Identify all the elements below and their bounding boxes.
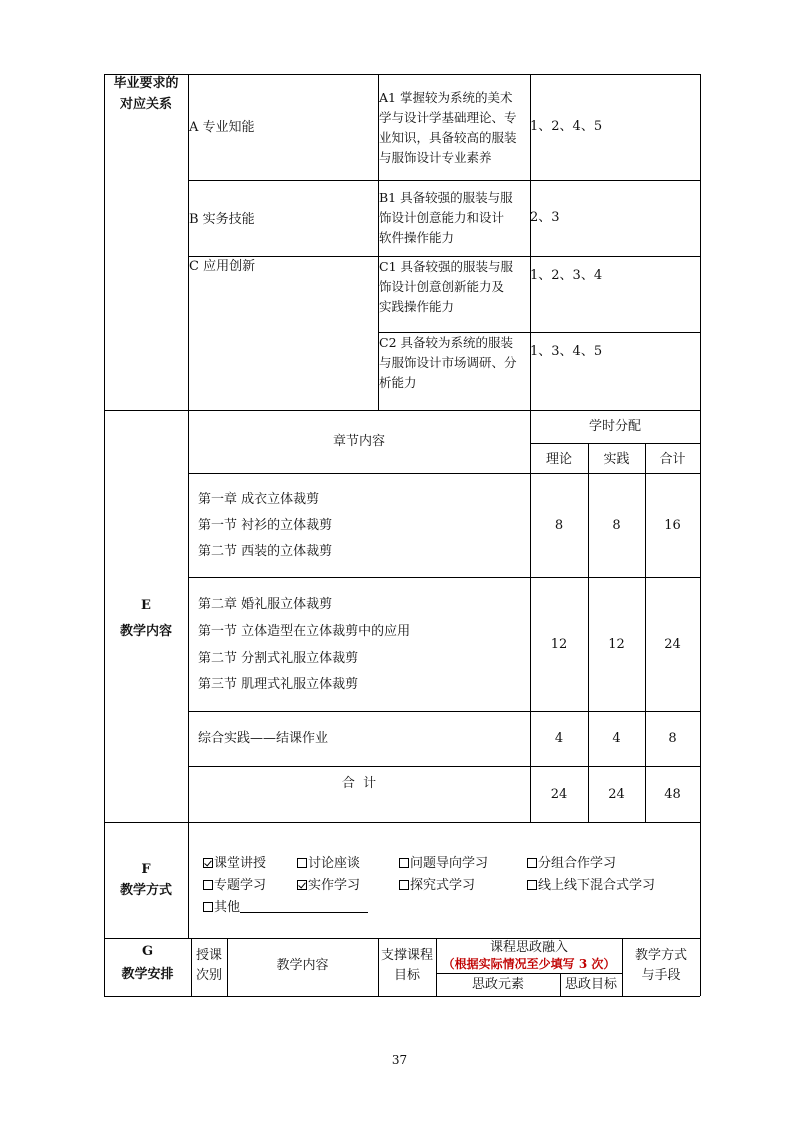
- schedule-label: 教学安排: [121, 967, 174, 982]
- method-option-label: 探究式学习: [410, 878, 476, 893]
- other-blank-line[interactable]: [240, 900, 368, 913]
- method-option[interactable]: [399, 856, 488, 872]
- chapter-line: 第二节 分割式礼服立体裁剪: [198, 651, 359, 666]
- practice-value: 4: [612, 731, 621, 746]
- checkbox-icon[interactable]: [203, 880, 213, 890]
- req-c2-line1: C2 具备较为系统的服装: [379, 335, 513, 350]
- method-option[interactable]: [527, 856, 616, 872]
- req-a1-map: 1、2、4、5: [530, 119, 603, 134]
- method-option[interactable]: [527, 878, 655, 894]
- req-a1-line3: 业知识，具备较高的服装: [379, 130, 517, 145]
- group-c-name: C 应用创新: [189, 259, 256, 274]
- checkbox-icon[interactable]: [399, 880, 409, 890]
- checkbox-icon[interactable]: [399, 858, 409, 868]
- chapter-line: 第一章 成衣立体裁剪: [198, 492, 320, 507]
- req-c1-line3: 实践操作能力: [379, 299, 455, 314]
- chapter-line: 第二节 西装的立体裁剪: [198, 544, 333, 559]
- req-a1-line1: A1 掌握较为系统的美术: [379, 90, 513, 105]
- methods-label: 教学方式: [119, 883, 172, 898]
- method-option[interactable]: [297, 856, 360, 872]
- sum-theory: 24: [550, 787, 568, 802]
- method-option[interactable]: [203, 878, 266, 894]
- col-method-l2: 与手段: [641, 968, 681, 983]
- checkbox-icon[interactable]: [527, 858, 537, 868]
- method-option[interactable]: [297, 878, 360, 894]
- req-b1-line3: 软件操作能力: [379, 230, 455, 245]
- content-label: 教学内容: [119, 624, 172, 639]
- method-option-other[interactable]: [203, 900, 368, 916]
- theory-value: 8: [554, 518, 564, 533]
- sum-label: 合 计: [341, 776, 377, 791]
- col-hours: 学时分配: [588, 419, 641, 434]
- req-a1-line4: 与服饰设计专业素养: [379, 150, 492, 165]
- chapter-line: 第一节 衬衫的立体裁剪: [198, 518, 333, 533]
- checkbox-icon[interactable]: [297, 858, 307, 868]
- req-b1-text: [379, 188, 529, 248]
- group-b-name: B 实务技能: [189, 212, 255, 227]
- req-c1-map: 1、2、3、4: [530, 268, 603, 283]
- method-option-label: 专题学习: [214, 878, 267, 893]
- req-c1-line1: C1 具备较强的服装与服: [379, 259, 513, 274]
- schedule-label-code: G: [141, 944, 154, 959]
- method-option-label: 线上线下混合式学习: [538, 878, 656, 893]
- checkbox-icon[interactable]: [527, 880, 537, 890]
- req-a1-text: [379, 88, 529, 168]
- chapter-line: 综合实践——结课作业: [198, 731, 329, 746]
- chapter-line: 第二章 婚礼服立体裁剪: [198, 597, 333, 612]
- practice-value: 8: [612, 518, 621, 533]
- group-a-name: A 专业知能: [189, 120, 255, 135]
- chapter-line: 第一节 立体造型在立体裁剪中的应用: [198, 624, 411, 639]
- req-c1-text: [379, 257, 529, 317]
- methods-label-code: F: [141, 862, 151, 877]
- col-support-l1: 支撑课程: [380, 948, 433, 963]
- theory-value: 12: [550, 637, 568, 652]
- col-practice: 实践: [603, 452, 630, 467]
- sum-total: 48: [664, 787, 681, 802]
- req-c2-map: 1、3、4、5: [530, 344, 603, 359]
- req-b1-line1: B1 具备较强的服装与服: [379, 190, 513, 205]
- method-option-label: 讨论座谈: [308, 856, 361, 871]
- method-option-label: 课堂讲授: [214, 856, 267, 871]
- grad-req-header-l1: 毕业要求的: [113, 76, 179, 91]
- col-goal: 思政目标: [564, 977, 617, 992]
- req-c2-text: [379, 333, 529, 393]
- method-option-label: 问题导向学习: [410, 856, 489, 871]
- col-ideology: 课程思政融入: [489, 940, 568, 955]
- method-option-label: 其他: [214, 900, 241, 915]
- chapter-line: 第三节 肌理式礼服立体裁剪: [198, 677, 359, 692]
- col-theory: 理论: [545, 452, 572, 467]
- col-element: 思政元素: [471, 977, 524, 992]
- req-b1-line2: 饰设计创意能力和设计: [379, 210, 505, 225]
- col-ideology-note: （根据实际情况至少填写 3 次）: [442, 957, 616, 971]
- content-label-code: E: [141, 598, 151, 613]
- col-content: 教学内容: [276, 958, 329, 973]
- practice-value: 12: [608, 637, 625, 652]
- req-b1-map: 2、3: [530, 210, 560, 225]
- checkbox-icon[interactable]: [203, 902, 213, 912]
- req-c1-line2: 饰设计创意创新能力及: [379, 279, 505, 294]
- checked-box-icon[interactable]: [203, 858, 213, 868]
- checked-box-icon[interactable]: [297, 880, 307, 890]
- method-option[interactable]: [203, 856, 266, 872]
- page-number: 37: [391, 1053, 408, 1067]
- total-value: 16: [664, 518, 681, 533]
- col-method-l1: 教学方式: [634, 948, 687, 963]
- grad-req-header-l2: 对应关系: [119, 97, 172, 112]
- col-chapter: 章节内容: [332, 434, 385, 449]
- col-session-l2: 次别: [195, 968, 222, 983]
- sum-practice: 24: [608, 787, 625, 802]
- col-session-l1: 授课: [195, 948, 222, 963]
- total-value: 24: [664, 637, 681, 652]
- method-option[interactable]: [399, 878, 475, 894]
- col-total: 合计: [659, 452, 686, 467]
- req-c2-line2: 与服饰设计市场调研、分: [379, 355, 517, 370]
- theory-value: 4: [554, 731, 564, 746]
- method-option-label: 实作学习: [308, 878, 361, 893]
- req-c2-line3: 析能力: [379, 375, 417, 390]
- method-option-label: 分组合作学习: [538, 856, 617, 871]
- col-support-l2: 目标: [393, 968, 420, 983]
- total-value: 8: [668, 731, 677, 746]
- req-a1-line2: 学与设计学基础理论、专: [379, 110, 517, 125]
